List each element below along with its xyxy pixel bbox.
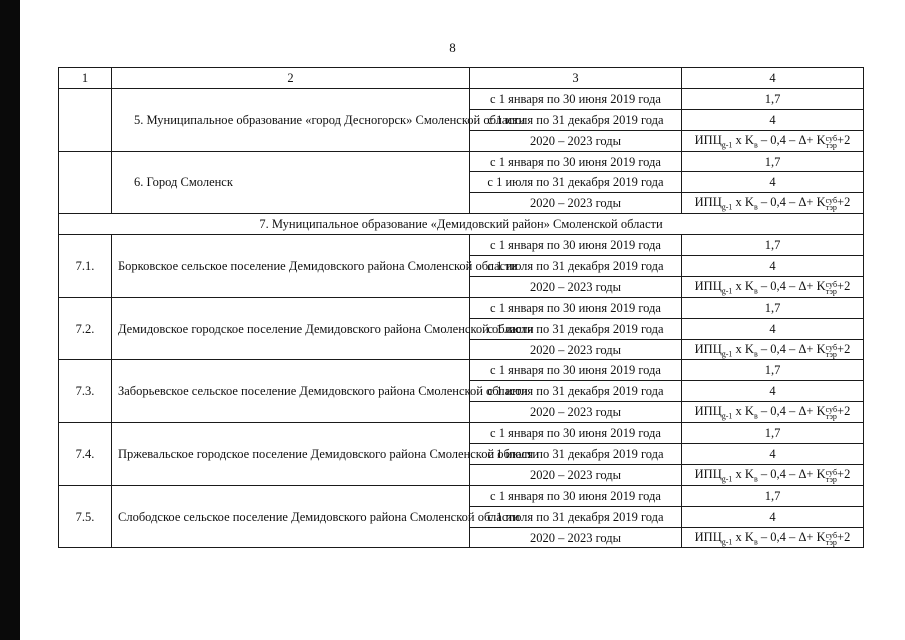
formula-k: K [744,466,754,481]
formula-ipc: ИПЦ [694,195,722,210]
period-cell: с 1 июля по 31 декабря 2019 года [470,172,682,193]
tariff-table [58,67,864,548]
formula-k2-indices [826,469,837,483]
period-cell: 2020 – 2023 годы [470,402,682,423]
formula-ipc: ИПЦ [694,529,722,544]
formula-k2-indices [826,135,837,149]
formula-middle: – 0,4 – Δ+ K [760,278,826,293]
value-cell: 1,7 [682,88,864,109]
formula-ipc-index: g-1 [721,140,733,150]
section-title: 7. Муниципальное образование «Демидовский район» Смоленской области [59,214,864,235]
tariff-formula [694,529,851,547]
value-cell: 1,7 [682,360,864,381]
formula-k2-sup: суб [825,530,838,540]
formula-multiply: x [735,278,742,293]
value-cell: 4 [682,381,864,402]
municipality-name: Заборьевское сельское поселение Демидовского района Смоленской области [112,360,470,423]
value-cell: 4 [682,444,864,465]
header-col-3: 3 [470,68,682,89]
formula-k2-sup: суб [825,196,838,206]
formula-ipc-index: g-1 [721,474,733,484]
formula-multiply: x [735,529,742,544]
row-number: 7.3. [59,360,112,423]
formula-k-index: в [753,474,758,484]
formula-k: K [744,195,754,210]
formula-middle: – 0,4 – Δ+ K [760,404,826,419]
formula-middle: – 0,4 – Δ+ K [760,466,826,481]
formula-end: +2 [837,466,851,481]
value-cell: 4 [682,318,864,339]
value-cell [682,402,864,423]
period-cell: 2020 – 2023 годы [470,527,682,548]
table-row [59,235,864,256]
table-row [59,88,864,109]
formula-k2-indices [826,281,837,295]
period-cell: 2020 – 2023 годы [470,339,682,360]
formula-middle: – 0,4 – Δ+ K [760,132,826,147]
formula-multiply: x [735,132,742,147]
formula-k-index: в [753,411,758,421]
formula-k2-sub: тэр [825,349,837,359]
formula-multiply: x [735,466,742,481]
section-row [59,214,864,235]
formula-ipc: ИПЦ [694,404,722,419]
formula-end: +2 [837,404,851,419]
period-cell: с 1 июля по 31 декабря 2019 года [470,256,682,277]
period-cell: с 1 января по 30 июня 2019 года [470,485,682,506]
formula-k: K [744,404,754,419]
formula-k2-sub: тэр [825,412,837,422]
formula-k-index: в [753,286,758,296]
municipality-name: Слободское сельское поселение Демидовского района Смоленской области [112,485,470,548]
formula-k2-sup: суб [825,133,838,143]
formula-end: +2 [837,278,851,293]
value-cell: 1,7 [682,235,864,256]
municipality-name: Пржевальское городское поселение Демидовского района Смоленской области [112,423,470,486]
value-cell: 4 [682,109,864,130]
period-cell: 2020 – 2023 годы [470,193,682,214]
formula-multiply: x [735,404,742,419]
header-col-2: 2 [112,68,470,89]
municipality-name: Борковское сельское поселение Демидовского района Смоленской области [112,235,470,298]
tariff-formula [694,404,851,422]
row-number: 7.2. [59,297,112,360]
formula-k2-sup: суб [825,342,838,352]
period-cell: с 1 июля по 31 декабря 2019 года [470,109,682,130]
formula-middle: – 0,4 – Δ+ K [760,195,826,210]
tariff-formula [694,132,851,150]
tariff-formula [694,195,851,213]
value-cell [682,276,864,297]
formula-end: +2 [837,341,851,356]
formula-k2-sub: тэр [825,286,837,296]
formula-k2-sub: тэр [825,537,837,547]
period-cell: с 1 июля по 31 декабря 2019 года [470,318,682,339]
table-row [59,297,864,318]
formula-k-index: в [753,140,758,150]
header-row [59,68,864,89]
tariff-formula [694,278,851,296]
period-cell: с 1 января по 30 июня 2019 года [470,297,682,318]
header-col-4: 4 [682,68,864,89]
period-cell: 2020 – 2023 годы [470,276,682,297]
period-cell: с 1 января по 30 июня 2019 года [470,151,682,172]
period-cell: 2020 – 2023 годы [470,130,682,151]
formula-k: K [744,529,754,544]
formula-k2-sub: тэр [825,140,837,150]
row-number: 7.5. [59,485,112,548]
table-row [59,423,864,444]
value-cell: 1,7 [682,151,864,172]
formula-ipc: ИПЦ [694,341,722,356]
formula-k-index: в [753,349,758,359]
row-number: 7.1. [59,235,112,298]
formula-k: K [744,341,754,356]
period-cell: с 1 января по 30 июня 2019 года [470,423,682,444]
formula-end: +2 [837,132,851,147]
formula-k2-indices [826,532,837,546]
municipality-name: 5. Муниципальное образование «город Десногорск» Смоленской области [112,88,470,151]
value-cell [682,527,864,548]
formula-end: +2 [837,529,851,544]
formula-ipc: ИПЦ [694,278,722,293]
formula-multiply: x [735,341,742,356]
tariff-formula [694,341,851,359]
period-cell: с 1 июля по 31 декабря 2019 года [470,381,682,402]
formula-k2-indices [826,344,837,358]
formula-k: K [744,132,754,147]
period-cell: с 1 июля по 31 декабря 2019 года [470,506,682,527]
formula-multiply: x [735,195,742,210]
table-row [59,485,864,506]
formula-ipc-index: g-1 [721,349,733,359]
value-cell [682,464,864,485]
municipality-name: 6. Город Смоленск [112,151,470,214]
value-cell: 1,7 [682,297,864,318]
table-row [59,360,864,381]
period-cell: 2020 – 2023 годы [470,464,682,485]
formula-middle: – 0,4 – Δ+ K [760,341,826,356]
value-cell [682,193,864,214]
formula-k2-indices [826,406,837,420]
header-col-1: 1 [59,68,112,89]
table-row [59,151,864,172]
period-cell: с 1 июля по 31 декабря 2019 года [470,444,682,465]
formula-k2-sub: тэр [825,474,837,484]
formula-middle: – 0,4 – Δ+ K [760,529,826,544]
period-cell: с 1 января по 30 июня 2019 года [470,360,682,381]
value-cell: 4 [682,256,864,277]
formula-ipc-index: g-1 [721,286,733,296]
municipality-name: Демидовское городское поселение Демидовского района Смоленской области [112,297,470,360]
formula-k2-sub: тэр [825,203,837,213]
scan-edge-bar [0,0,20,640]
period-cell: с 1 января по 30 июня 2019 года [470,88,682,109]
row-number [59,151,112,214]
value-cell: 4 [682,506,864,527]
formula-end: +2 [837,195,851,210]
formula-k-index: в [753,537,758,547]
value-cell [682,130,864,151]
value-cell: 1,7 [682,485,864,506]
formula-k-index: в [753,202,758,212]
formula-ipc: ИПЦ [694,132,722,147]
period-cell: с 1 января по 30 июня 2019 года [470,235,682,256]
page-number: 8 [449,40,456,55]
value-cell: 1,7 [682,423,864,444]
formula-k: K [744,278,754,293]
row-number [59,88,112,151]
formula-ipc-index: g-1 [721,202,733,212]
formula-k2-sup: суб [825,405,838,415]
tariff-formula [694,466,851,484]
formula-k2-indices [826,197,837,211]
formula-k2-sup: суб [825,467,838,477]
formula-ipc-index: g-1 [721,411,733,421]
value-cell: 4 [682,172,864,193]
formula-k2-sup: суб [825,279,838,289]
formula-ipc-index: g-1 [721,537,733,547]
value-cell [682,339,864,360]
formula-ipc: ИПЦ [694,466,722,481]
row-number: 7.4. [59,423,112,486]
